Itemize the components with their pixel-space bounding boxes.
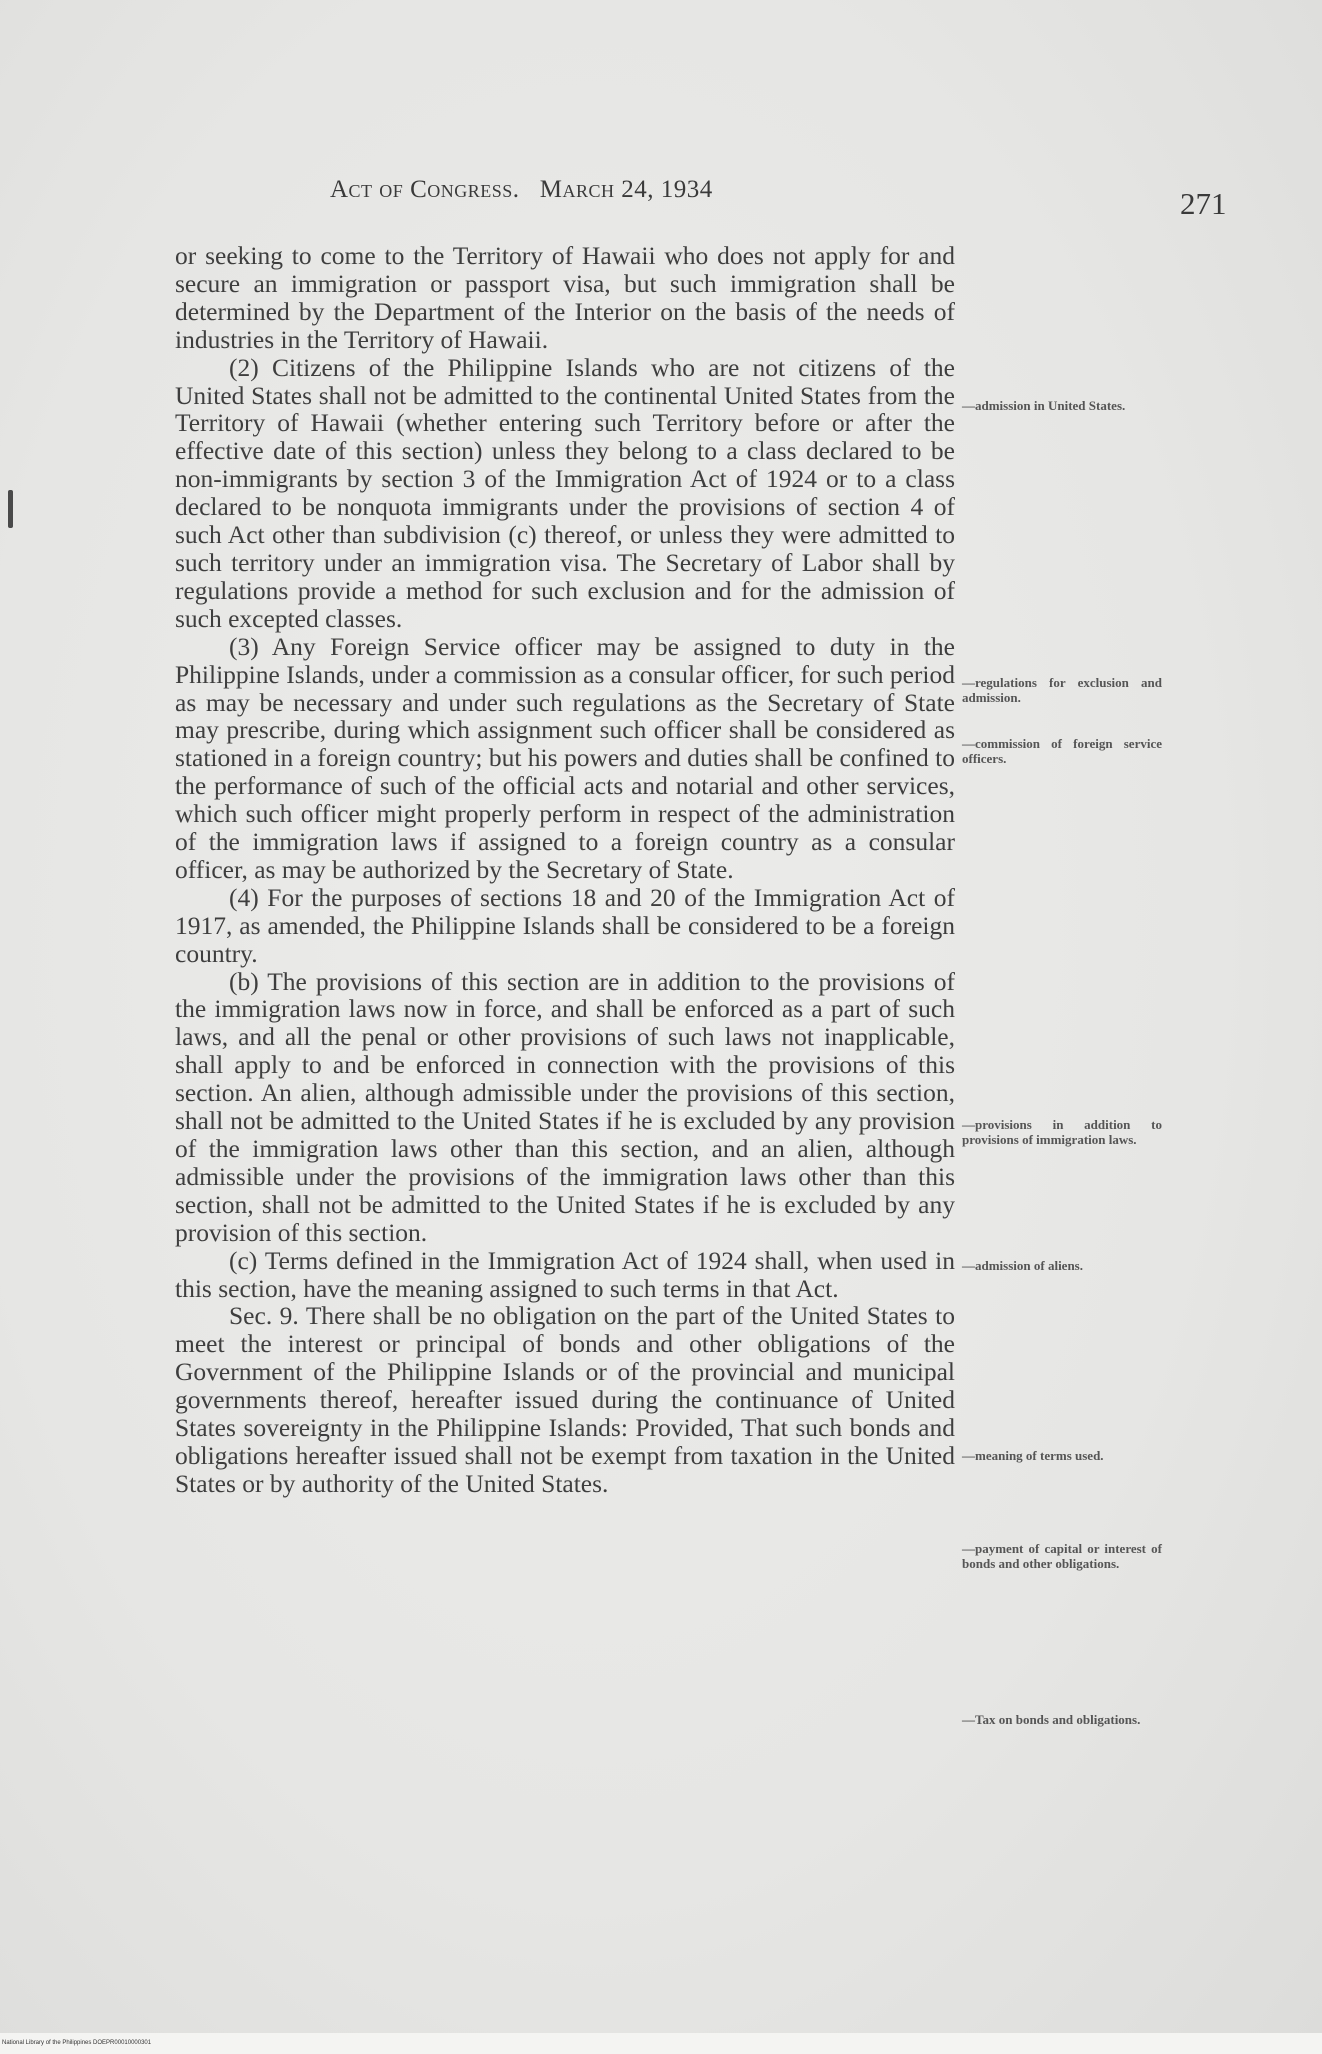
margin-note-tax: —Tax on bonds and obligations. xyxy=(962,1712,1141,1727)
paragraph-7: Sec. 9. There shall be no obligation on the part of the United States to meet the interest or principal of bonds and other obligations of the Government of the Philippine Islands or of the provincial and municipal governments thereof, hereafter issued during the continuance of United States sovereignty in the Philippine Islands: Provided, That such bonds and obligations hereafter issued shall not be exempt from taxation in the United States or by authority of the United States. xyxy=(175,1301,955,1498)
page-number: 271 xyxy=(1180,186,1227,221)
footer-strip xyxy=(0,2033,1322,2054)
margin-note-admission-aliens: —admission of aliens. xyxy=(962,1258,1083,1273)
margin-note-meaning-of-terms: —meaning of terms used. xyxy=(962,1448,1104,1463)
margin-note-admission-united-states: —admission in United States. xyxy=(962,398,1126,413)
paragraph-3: (3) Any Foreign Service officer may be assigned to duty in the Philippine Islands, under a commission as a consular officer, for such period as may be necessary and under such regulations as the Secretary of State may prescribe, during which assignment such officer shall be considered as stationed in a foreign country; but his powers and duties shall be confined to the performance of such of the official acts and notarial and other services, which such officer might properly perform in respect of the administration of the immigration laws if assigned to a foreign country as a consular officer, as may be authorized by the Secretary of State. xyxy=(175,631,955,884)
paragraph-6: (c) Terms defined in the Immigration Act of 1924 shall, when used in this section, have the meaning assigned to such terms in that Act. xyxy=(175,1245,955,1303)
paragraph-4: (4) For the purposes of sections 18 and 20 of the Immigration Act of 1917, as amended, the Philippine Islands shall be considered to be a foreign country. xyxy=(175,882,955,968)
margin-note-regulations: —regulations for exclusion and admission. xyxy=(962,675,1162,705)
margin-note-provisions: —provisions in addition to provisions of immigration laws. xyxy=(962,1117,1162,1147)
running-head-title: Act of Congress. xyxy=(330,176,520,203)
footer-text: National Library of the Philippines DOEPR00010000301 xyxy=(2,2040,152,2046)
running-head-date: March 24, 1934 xyxy=(539,176,713,203)
paragraph-2: (2) Citizens of the Philippine Islands who are not citizens of the United States shall not be admitted to the continental United States from the Territory of Hawaii (whether entering such Territory before or after the effective date of this section) unless they belong to a class declared to be non-immigrants by section 3 of the Immigration Act of 1924 or to a class declared to be nonquota immigrants under the provisions of section 4 of such Act other than subdivision (c) thereof, or unless they were admitted to such territory under an immigration visa. The Secretary of Labor shall by regulations provide a method for such exclusion and for the admission of such excepted classes. xyxy=(175,352,955,633)
paragraph-1: or seeking to come to the Territory of Hawaii who does not apply for and secure an immigration or passport visa, but such immigration shall be determined by the Department of the Interior on the basis of the needs of industries in the Territory of Hawaii. xyxy=(175,241,955,354)
margin-note-payment: —payment of capital or interest of bonds and other obligations. xyxy=(962,1541,1162,1571)
margin-note-commission: —commission of foreign service officers. xyxy=(962,736,1162,766)
paragraph-5: (b) The provisions of this section are in addition to the provisions of the immigration laws now in force, and shall be enforced as a part of such laws, and all the penal or other provisions of such laws not inapplicable, shall apply to and be enforced in connection with the provisions of this section. An alien, although admissible under the provisions of this section, shall not be admitted to the United States if he is excluded by any provision of the immigration laws other than this section, and an alien, although admissible under the provisions of the immigration laws other than this section, shall not be admitted to the United States if he is excluded by any provision of this section. xyxy=(175,966,955,1247)
